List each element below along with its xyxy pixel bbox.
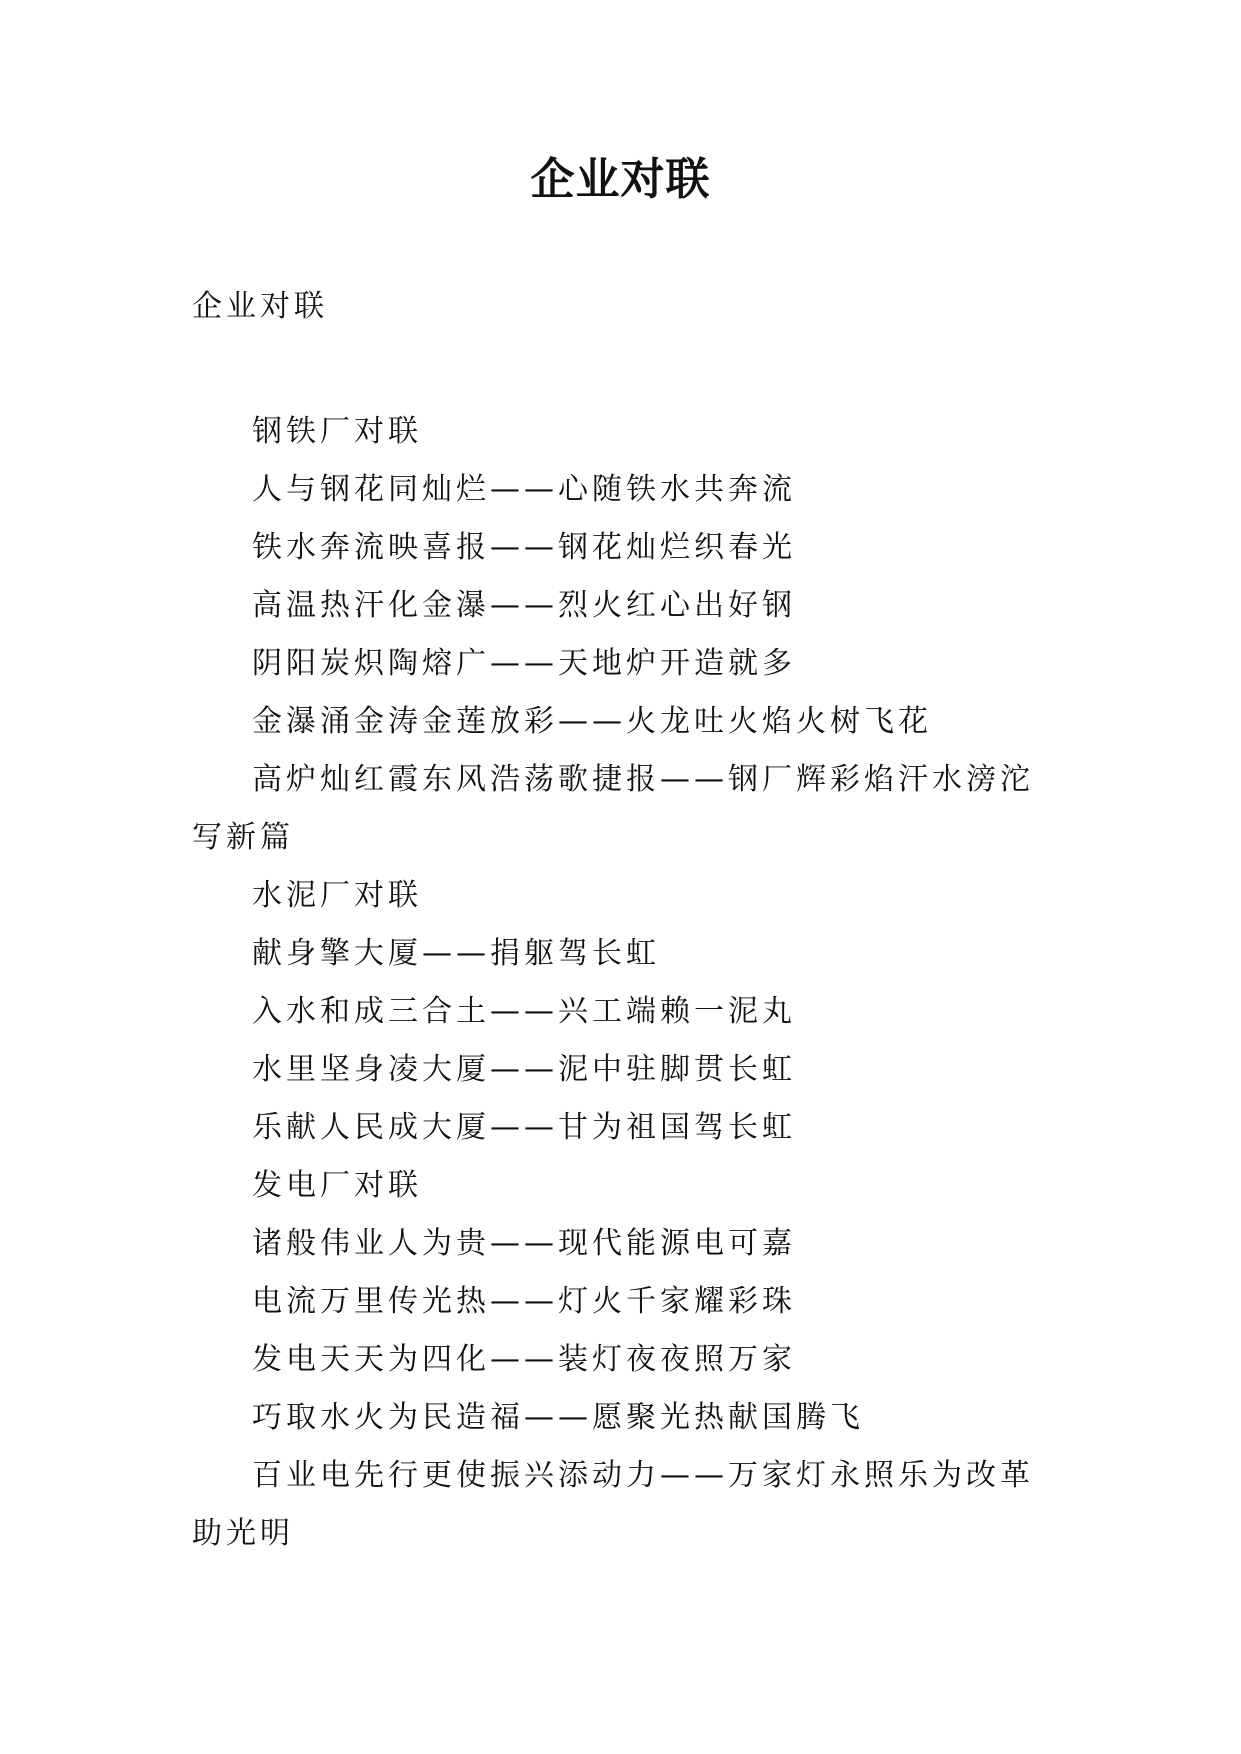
couplet-line: 高炉灿红霞东风浩荡歌捷报——钢厂辉彩焰汗水滂沱写新篇 — [192, 762, 1034, 855]
couplet-line: 发电天天为四化——装灯夜夜照万家 — [252, 1342, 796, 1377]
section-heading-cement: 水泥厂对联 — [252, 878, 422, 913]
couplet-line: 诸般伟业人为贵——现代能源电可嘉 — [252, 1226, 796, 1261]
couplet-list — [192, 403, 1060, 1563]
couplet-line: 电流万里传光热——灯火千家耀彩珠 — [252, 1284, 796, 1319]
couplet-line: 百业电先行更使振兴添动力——万家灯永照乐为改革助光明 — [192, 1458, 1034, 1551]
couplet-line: 高温热汗化金瀑——烈火红心出好钢 — [252, 588, 796, 623]
couplet-line: 水里坚身凌大厦——泥中驻脚贯长虹 — [252, 1052, 796, 1087]
page-title: 企业对联 — [530, 154, 711, 205]
section-heading-steel: 钢铁厂对联 — [252, 414, 422, 449]
couplet-line: 人与钢花同灿烂——心随铁水共奔流 — [252, 472, 796, 507]
couplet-line: 阴阳炭炽陶熔广——天地炉开造就多 — [252, 646, 796, 681]
couplet-line: 献身擎大厦——捐躯驾长虹 — [252, 936, 660, 971]
couplet-line: 铁水奔流映喜报——钢花灿烂织春光 — [252, 530, 796, 565]
couplet-line: 巧取水火为民造福——愿聚光热献国腾飞 — [252, 1400, 864, 1435]
couplet-line: 入水和成三合土——兴工端赖一泥丸 — [252, 994, 796, 1029]
document-subtitle: 企业对联 — [192, 289, 328, 324]
section-heading-power: 发电厂对联 — [252, 1168, 422, 1203]
couplet-line: 金瀑涌金涛金莲放彩——火龙吐火焰火树飞花 — [252, 704, 932, 739]
couplet-line: 乐献人民成大厦——甘为祖国驾长虹 — [252, 1110, 796, 1145]
document-body — [192, 287, 1060, 1563]
